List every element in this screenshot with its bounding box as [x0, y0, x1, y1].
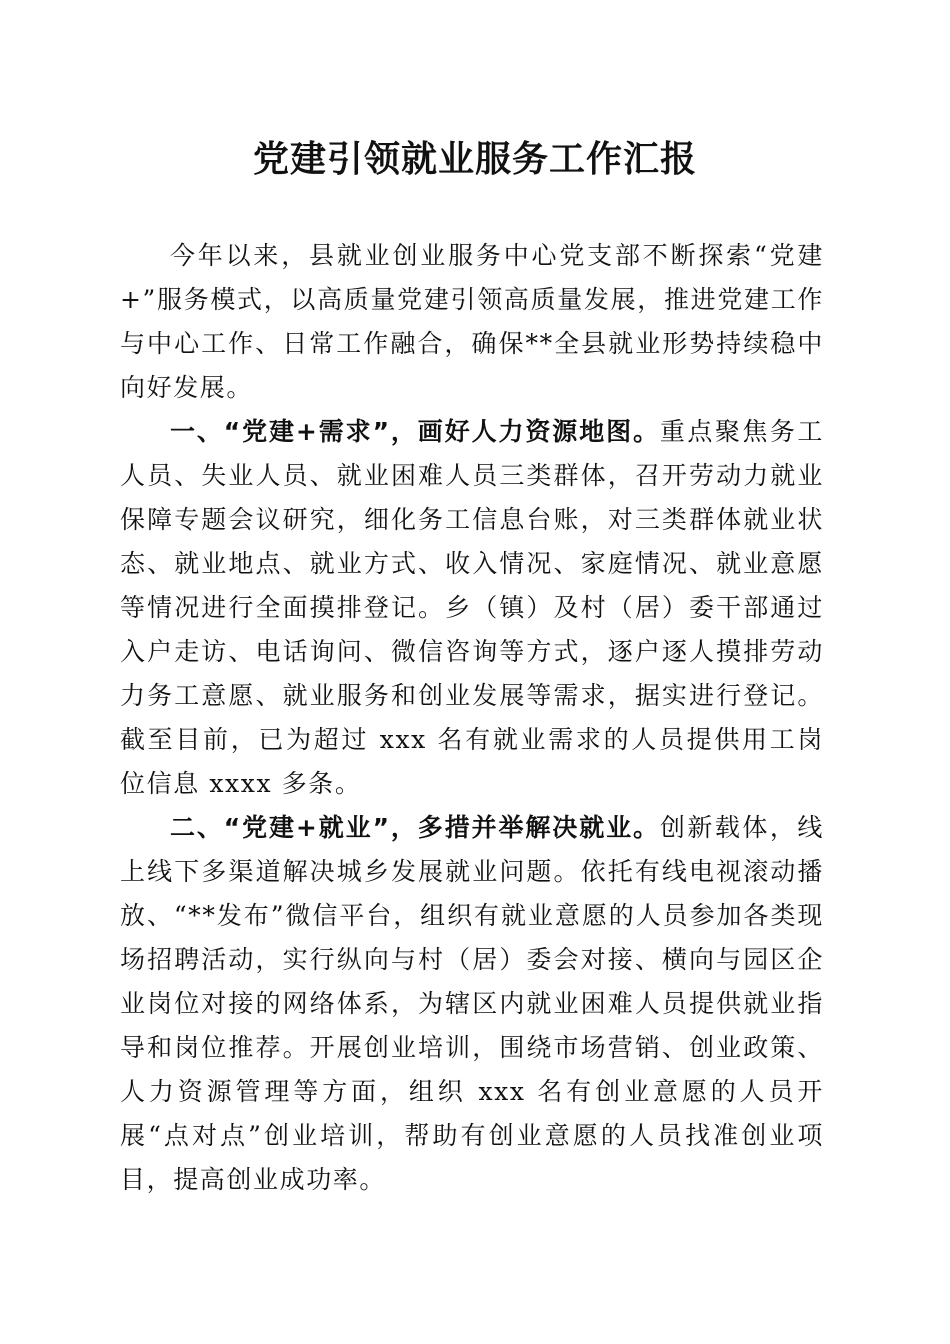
- section-2-text: 创新载体，线上线下多渠道解决城乡发展就业问题。依托有线电视滚动播放、“**发布”微信平台，组织有就业意愿的人员参加各类现场招聘活动，实行纵向与村（居）委会对接、横向与园区企业岗位对接的网络体系，为辖区内就业困难人员提供就业指导和岗位推荐。开展创业培训，围绕市场营销、创业政策、人力资源管理等方面，组织 xxx 名有创业意愿的人员开展“点对点”创业培训，帮助有创业意愿的人员找准创业项目，提高创业成功率。: [120, 813, 825, 1194]
- paragraph-section-2: [120, 806, 824, 1202]
- paragraph-intro-text: 今年以来，县就业创业服务中心党支部不断探索“党建+”服务模式，以高质量党建引领高质量发展，推进党建工作与中心工作、日常工作融合，确保**全县就业形势持续稳中向好发展。: [120, 241, 824, 402]
- section-2-heading: 二、“党建+就业”，多措并举解决就业。: [170, 813, 660, 842]
- paragraph-intro: [120, 234, 824, 410]
- document-body: [120, 234, 824, 1202]
- section-1-text: 重点聚焦务工人员、失业人员、就业困难人员三类群体，召开劳动力就业保障专题会议研究，细化务工信息台账，对三类群体就业状态、就业地点、就业方式、收入情况、家庭情况、就业意愿等情况进行全面摸排登记。乡（镇）及村（居）委干部通过入户走访、电话询问、微信咨询等方式，逐户逐人摸排劳动力务工意愿、就业服务和创业发展等需求，据实进行登记。截至目前，已为超过 xxx 名有就业需求的人员提供用工岗位信息 xxxx 多条。: [120, 417, 825, 798]
- paragraph-section-1: [120, 410, 824, 806]
- section-1-heading: 一、“党建+需求”，画好人力资源地图。: [170, 417, 660, 446]
- document-title: 党建引领就业服务工作汇报: [252, 138, 697, 180]
